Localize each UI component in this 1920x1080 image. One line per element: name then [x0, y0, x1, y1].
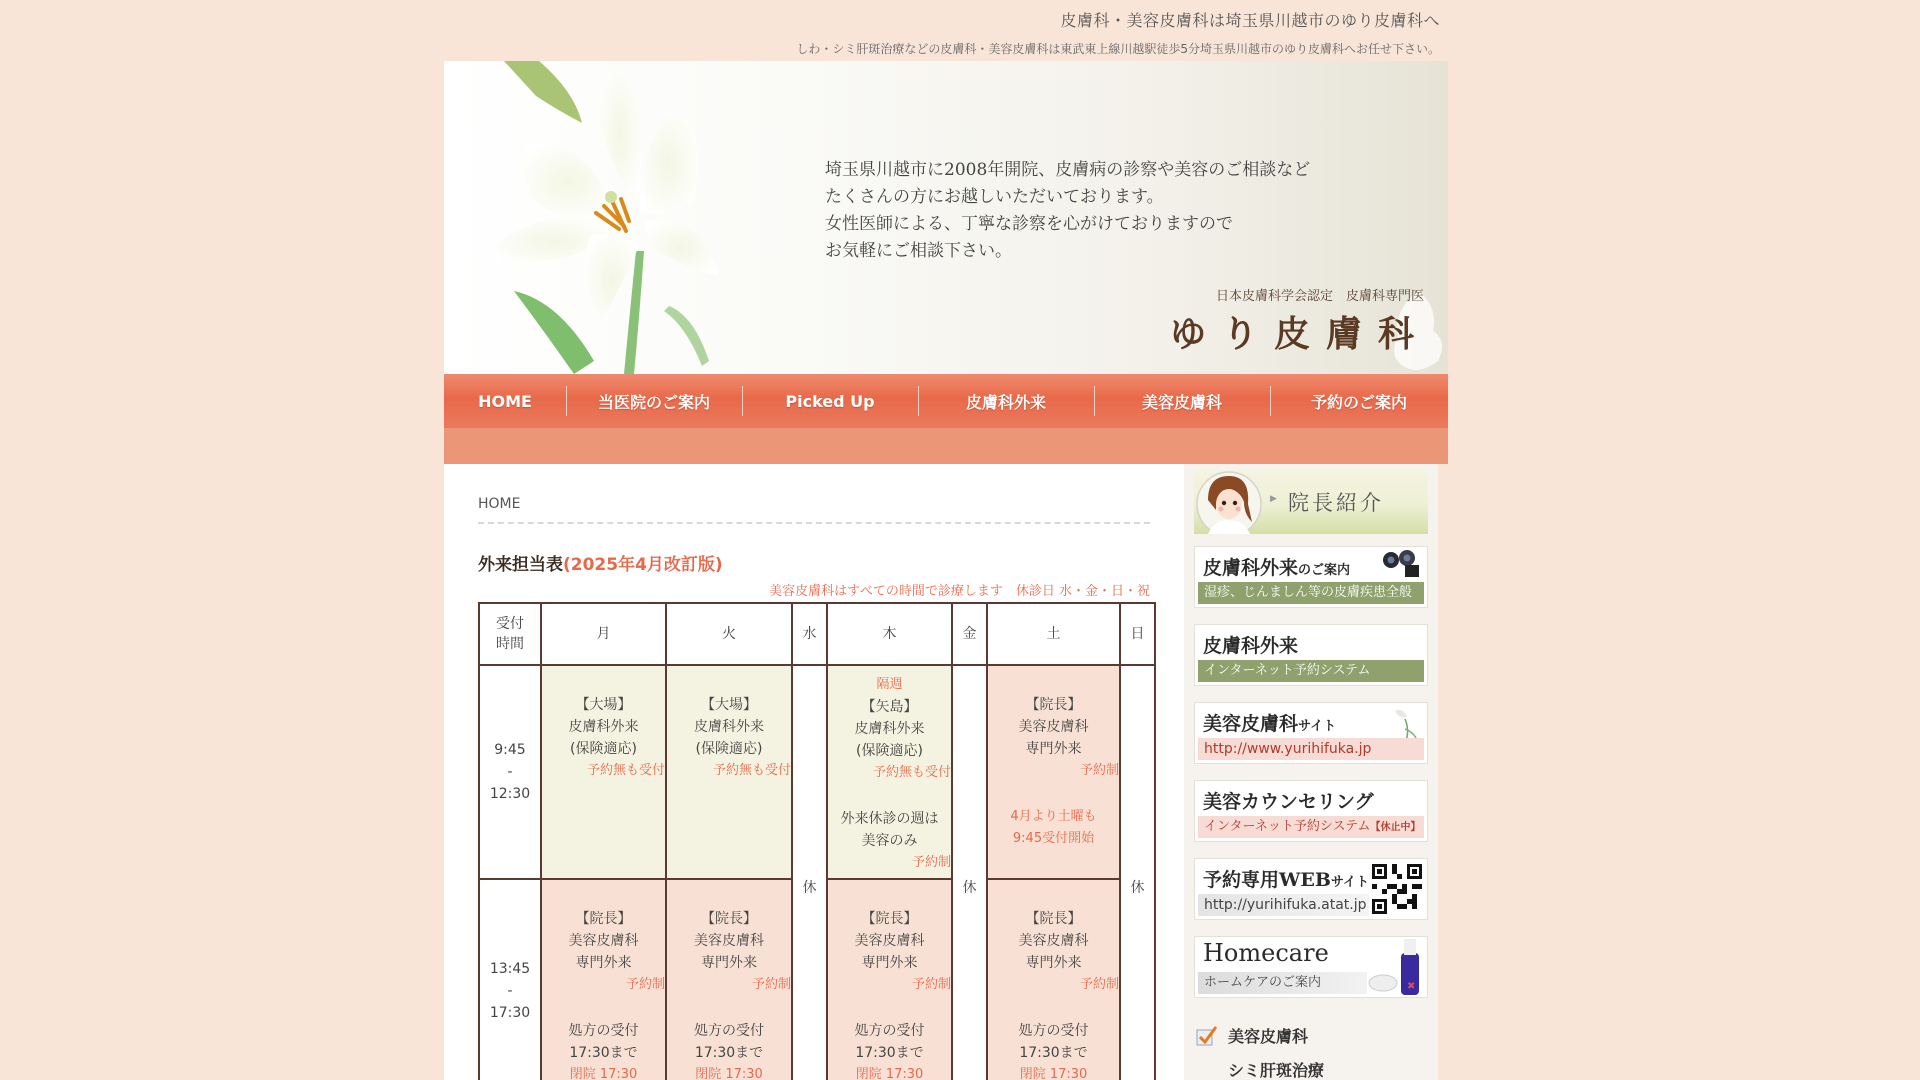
- nav-cosmetic-dermatology[interactable]: 美容皮膚科: [1094, 374, 1270, 428]
- dermatology-booking-banner[interactable]: [1194, 624, 1428, 686]
- cell-mon-morning: [541, 665, 666, 879]
- time-start: 13:45: [489, 961, 531, 977]
- department: 美容皮膚科: [568, 933, 639, 949]
- table-row-morning: [479, 665, 1155, 879]
- prescription-note: 処方の受付: [1018, 1023, 1089, 1039]
- cell-fri-closed: 休: [952, 665, 987, 1080]
- cell-sat-morning: [987, 665, 1120, 879]
- sidebar: [1184, 464, 1438, 1080]
- header-text: 時間: [496, 636, 524, 652]
- director-avatar-icon: [1194, 470, 1264, 534]
- prescription-time: 17:30まで: [855, 1045, 924, 1061]
- banner-title-suffix: のご案内: [1298, 563, 1351, 578]
- site-tagline: 皮膚科・美容皮膚科は埼玉県川越市のゆり皮膚科へ: [1060, 11, 1440, 30]
- cell-mon-afternoon: [541, 879, 666, 1080]
- arrow-right-icon: ▶: [1270, 494, 1277, 504]
- breadcrumb-home[interactable]: HOME: [478, 496, 521, 512]
- department: 美容皮膚科: [1018, 719, 1089, 735]
- prescription-note: 処方の受付: [854, 1023, 925, 1039]
- banner-title: [1203, 709, 1336, 736]
- department: 皮膚科外来: [854, 721, 925, 737]
- banner-subtitle: 湿疹、じんましん等の皮膚疾患全般: [1198, 582, 1424, 604]
- cosmetic-counseling-banner[interactable]: [1194, 780, 1428, 842]
- doctor-name: 【院長】: [575, 911, 632, 927]
- cell-sun-closed: 休: [1120, 665, 1155, 1080]
- breadcrumb-divider: [478, 522, 1150, 524]
- prescription-note: 処方の受付: [568, 1023, 639, 1039]
- header-text: 受付: [496, 616, 524, 632]
- nav-reservation[interactable]: 予約のご案内: [1270, 374, 1448, 428]
- cell-tue-afternoon: [666, 879, 792, 1080]
- cell-wed-closed: 休: [792, 665, 827, 1080]
- cell-thu-afternoon: [827, 879, 952, 1080]
- hero-line: たくさんの方にお越しいただいております。: [825, 187, 1164, 207]
- category-label: 美容皮膚科: [1228, 1027, 1309, 1046]
- banner-title: [1203, 553, 1350, 580]
- cell-thu-morning: [827, 665, 952, 879]
- reservation-web-banner[interactable]: [1194, 858, 1428, 920]
- certification-label: 日本皮膚科学会認定 皮膚科専門医: [1215, 289, 1424, 304]
- closing-time: 閉院 17:30: [569, 1067, 638, 1080]
- hero-line: お気軽にご相談下さい。: [825, 241, 1012, 261]
- director-intro-banner[interactable]: [1194, 470, 1428, 534]
- insurance-note: (保険適応): [695, 741, 763, 757]
- clinic-type: 専門外来: [1025, 741, 1082, 757]
- booking-note: 予約制: [911, 855, 951, 870]
- spacer: [988, 996, 1119, 1020]
- spacer: [828, 996, 951, 1020]
- time-sep: -: [507, 983, 513, 999]
- insurance-note: (保険適応): [570, 741, 637, 757]
- time-sep: -: [507, 764, 513, 780]
- spacer: [542, 996, 665, 1020]
- clinic-type: 専門外来: [575, 955, 632, 971]
- spacer: [667, 996, 791, 1020]
- booking-note: 予約無も受付: [712, 763, 791, 778]
- time-end: 17:30: [489, 1005, 531, 1021]
- booking-note: 予約制: [1079, 977, 1119, 992]
- category-link-melasma[interactable]: シミ肝斑治療: [1228, 1061, 1325, 1080]
- booking-note: 予約制: [911, 977, 951, 992]
- frequency-note: 隔週: [876, 677, 903, 692]
- schedule-notice: 美容皮膚科はすべての時間で診療します 休診日 水・金・日・祝: [769, 584, 1150, 599]
- doctor-name: 【院長】: [1025, 911, 1082, 927]
- doctor-name: 【大場】: [701, 697, 757, 713]
- header-mon: 月: [541, 603, 666, 665]
- hero-line: 女性医師による、丁寧な診察を心がけておりますので: [825, 214, 1233, 234]
- nav-subbar: [444, 428, 1448, 464]
- booking-note: 予約無も受付: [872, 765, 951, 780]
- extra-note: 美容のみ: [861, 833, 918, 849]
- extra-note: 外来休診の週は: [840, 811, 939, 827]
- clinic-type: 専門外来: [1025, 955, 1082, 971]
- time-start: 9:45: [494, 742, 526, 758]
- prescription-note: 処方の受付: [694, 1023, 764, 1039]
- cosmetic-site-banner[interactable]: [1194, 702, 1428, 764]
- nav-home[interactable]: HOME: [478, 391, 532, 411]
- booking-note: 予約無も受付: [586, 763, 665, 778]
- cosmetic-bottle-icon: [1367, 937, 1423, 997]
- closing-time: 閉院 17:30: [1019, 1067, 1088, 1080]
- department: 皮膚科外来: [568, 719, 639, 735]
- header-fri: 金: [952, 603, 987, 665]
- checkbox-checked-icon: [1196, 1025, 1218, 1047]
- cell-tue-morning: [666, 665, 792, 879]
- banner-title-suffix: サイト: [1298, 719, 1337, 734]
- banner-subtitle: インターネット予約システム: [1198, 660, 1424, 682]
- main-content: [444, 464, 1184, 1080]
- doctor-name: 【院長】: [861, 911, 918, 927]
- banner-url: http://yurihifuka.atat.jp: [1198, 894, 1369, 916]
- lily-image: [464, 61, 744, 374]
- saturday-note: 4月より土曜も: [1010, 809, 1097, 824]
- table-header-row: [479, 603, 1155, 665]
- time-afternoon: [479, 879, 541, 1080]
- banner-title: 皮膚科外来: [1203, 635, 1299, 657]
- department: 皮膚科外来: [694, 719, 764, 735]
- suspended-badge: 【休止中】: [1370, 822, 1421, 833]
- header-reception-time: [479, 603, 541, 665]
- time-end: 12:30: [489, 786, 531, 802]
- page-title: [478, 550, 723, 575]
- hero-banner: [444, 61, 1448, 374]
- header-thu: 木: [827, 603, 952, 665]
- svg-text:✖: ✖: [1407, 981, 1416, 992]
- page: [444, 0, 1448, 1080]
- clinic-logo[interactable]: ゆり皮膚科: [1169, 313, 1430, 355]
- header-sun: 日: [1120, 603, 1155, 665]
- nav-picked-up[interactable]: Picked Up: [742, 374, 918, 428]
- booking-note: 予約制: [1079, 763, 1119, 778]
- banner-title-suffix: サイト: [1330, 875, 1369, 890]
- schedule-table: [478, 602, 1156, 1080]
- microscope-icon: [1375, 549, 1423, 579]
- banner-title-text: 美容皮膚科: [1203, 713, 1299, 735]
- nav-about-clinic[interactable]: 当医院のご案内: [566, 374, 742, 428]
- booking-note: 予約制: [751, 977, 791, 992]
- doctor-name: 【矢島】: [861, 699, 918, 715]
- closing-time: 閉院 17:30: [855, 1067, 924, 1080]
- doctor-name: 【院長】: [701, 911, 757, 927]
- homecare-banner[interactable]: [1194, 936, 1428, 998]
- cell-sat-afternoon: [987, 879, 1120, 1080]
- header-wed: 水: [792, 603, 827, 665]
- banner-title: Homecare: [1203, 939, 1329, 967]
- header-sat: 土: [987, 603, 1120, 665]
- clinic-type: 専門外来: [861, 955, 918, 971]
- spacer: [988, 782, 1119, 806]
- site-description: しわ・シミ肝斑治療などの皮膚科・美容皮膚科は東武東上線川越駅徒歩5分埼玉県川越市のゆり皮膚科へお任せ下さい。: [796, 42, 1440, 56]
- spacer: [828, 784, 951, 808]
- department: 美容皮膚科: [854, 933, 925, 949]
- clinic-type: 専門外来: [701, 955, 757, 971]
- header-tue: 火: [666, 603, 792, 665]
- nav-dermatology[interactable]: 皮膚科外来: [918, 374, 1094, 428]
- title-revision: (2025年4月改訂版): [563, 555, 723, 575]
- prescription-time: 17:30まで: [694, 1045, 764, 1061]
- global-nav: [444, 374, 1448, 428]
- director-label: 院長紹介: [1288, 491, 1384, 515]
- prescription-time: 17:30まで: [569, 1045, 638, 1061]
- closing-time: 閉院 17:30: [695, 1067, 763, 1080]
- banner-title: 美容カウンセリング: [1203, 791, 1374, 813]
- saturday-note: 9:45受付開始: [1012, 831, 1095, 846]
- booking-note: 予約制: [625, 977, 665, 992]
- time-morning: [479, 665, 541, 879]
- insurance-note: (保険適応): [856, 743, 923, 759]
- banner-subtitle-text: インターネット予約システム: [1204, 819, 1371, 834]
- department: 美容皮膚科: [694, 933, 764, 949]
- hero-message: [825, 157, 1310, 265]
- doctor-name: 【院長】: [1025, 697, 1082, 713]
- doctor-name: 【大場】: [575, 697, 632, 713]
- banner-subtitle: ホームケアのご案内: [1198, 972, 1367, 994]
- prescription-time: 17:30まで: [1019, 1045, 1088, 1061]
- category-cosmetic[interactable]: [1196, 1024, 1308, 1047]
- banner-title: [1203, 865, 1369, 892]
- banner-subtitle: [1198, 816, 1424, 838]
- qr-code-icon: [1372, 864, 1422, 914]
- dermatology-info-banner[interactable]: [1194, 546, 1428, 608]
- hero-line: 埼玉県川越市に2008年開院、皮膚病の診察や美容のご相談など: [825, 160, 1311, 180]
- title-text: 外来担当表: [478, 555, 563, 575]
- banner-title-text: 予約専用WEB: [1203, 869, 1331, 891]
- banner-title-text: 皮膚科外来: [1203, 557, 1299, 579]
- banner-url: http://www.yurihifuka.jp: [1198, 738, 1424, 760]
- department: 美容皮膚科: [1018, 933, 1089, 949]
